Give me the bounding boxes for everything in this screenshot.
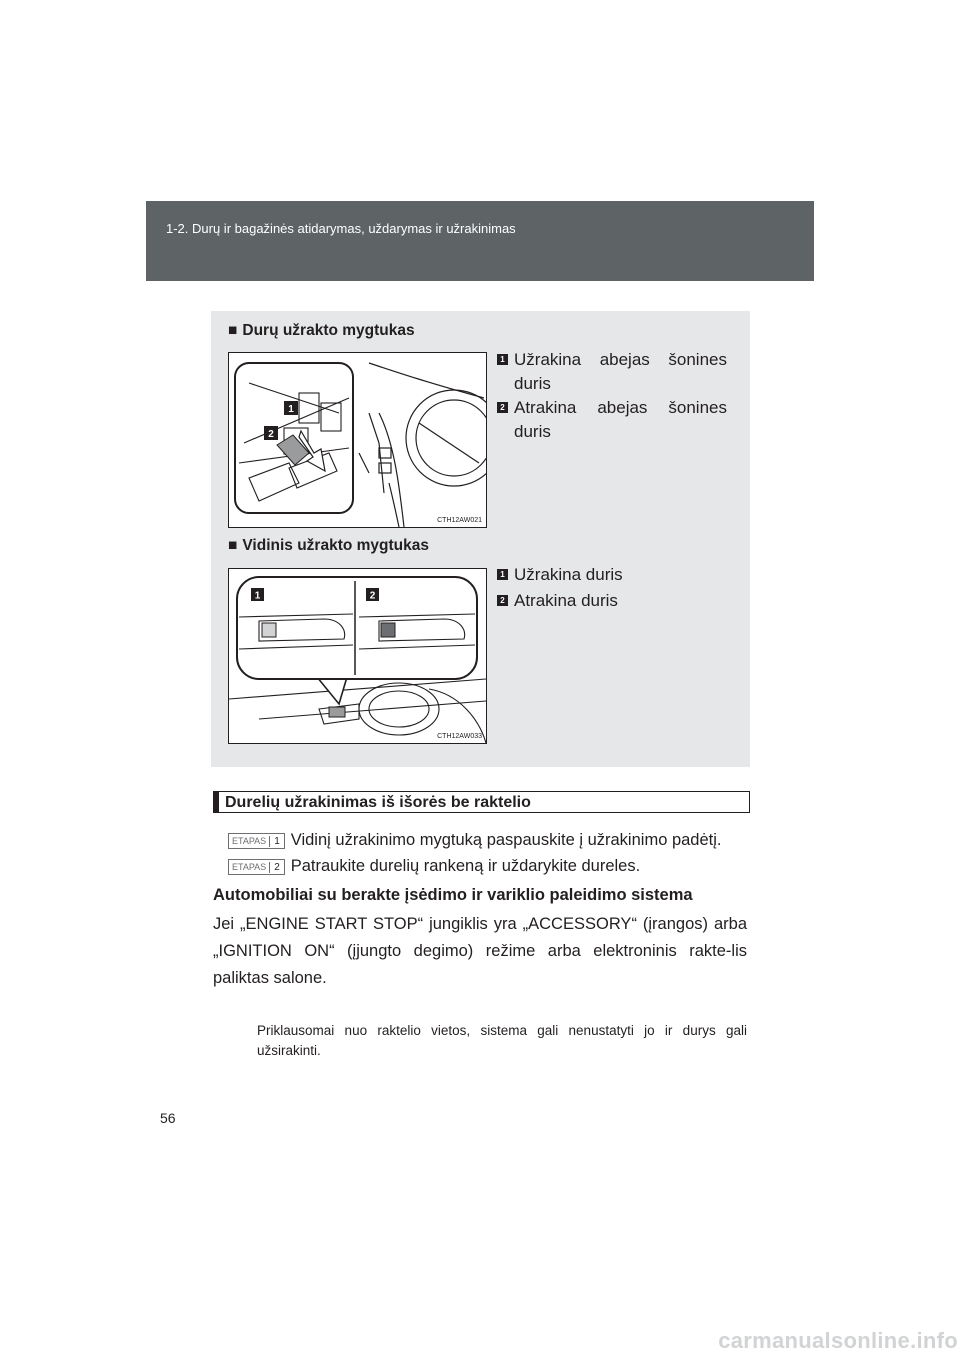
number-2-icon: 2 (497, 402, 508, 413)
inside-lock-button-legend (497, 563, 727, 613)
callout-2: 2 (369, 590, 376, 602)
number-1-icon: 1 (497, 354, 508, 365)
page-number: 56 (160, 1110, 176, 1126)
door-lock-switch-illustration (228, 352, 487, 528)
inside-lock-button-title: Vidinis užrakto mygtukas (242, 537, 430, 554)
door-lock-switch-heading (228, 322, 415, 340)
smart-key-subheading: Automobiliai su berakte įsėdimo ir variklio paleidimo sistema (213, 886, 693, 904)
smart-key-body: Jei „ENGINE START STOP“ jungiklis yra „ACCESSORY“ (įrangos) arba „IGNITION ON“ (įjungto degimo) režime arba elektroninis rakte-lis paliktas salone. (213, 915, 747, 987)
callout-1: 1 (288, 404, 294, 415)
legend-text: Užrakina duris (514, 565, 623, 584)
door-lock-switch-legend (497, 348, 727, 444)
legend-item (497, 396, 727, 444)
square-bullet-icon: ■ (228, 537, 238, 554)
step-text: Patraukite durelių rankeną ir uždarykite dureles. (290, 857, 641, 875)
step-text: Vidinį užrakinimo mygtuką paspauskite į užrakinimo padėtį. (290, 831, 722, 849)
number-2-icon: 2 (497, 595, 508, 606)
callout-1: 1 (254, 590, 261, 602)
legend-text: Užrakina abejas šonines (514, 350, 727, 369)
square-bullet-icon: ■ (228, 322, 238, 339)
locking-without-key-heading: Durelių užrakinimas iš išorės be raktelio (213, 791, 750, 813)
smart-key-note: Priklausomai nuo raktelio vietos, sistema gali nenustatyti jo ir durys gali užsirakinti. (257, 1023, 747, 1058)
number-1-icon: 1 (497, 569, 508, 580)
door-lock-switch-title: Durų užrakto mygtukas (242, 322, 415, 339)
legend-item (497, 563, 727, 587)
inside-lock-button-drawing (229, 569, 486, 743)
legend-text: Atrakina duris (514, 591, 618, 610)
step-1 (228, 831, 722, 850)
legend-item (497, 348, 727, 396)
watermark: carmanualsonline.info (718, 1328, 958, 1353)
legend-item (497, 589, 727, 613)
legend-text-cont: duris (514, 422, 551, 441)
step-2 (228, 857, 640, 876)
inside-lock-button-heading (228, 537, 429, 555)
legend-text: Atrakina abejas šonines (514, 398, 727, 417)
step-tag: ETAPAS 2 (228, 859, 285, 875)
image-code: CTH12AW033 (437, 733, 482, 740)
door-lock-switch-drawing (229, 353, 486, 527)
image-code: CTH12AW021 (437, 517, 482, 524)
inside-lock-button-illustration (228, 568, 487, 744)
legend-text-cont: duris (514, 374, 551, 393)
chapter-header (146, 201, 814, 281)
callout-2: 2 (268, 429, 274, 440)
chapter-title: 1-2. Durų ir bagažinės atidarymas, uždarymas ir užrakinimas (166, 221, 516, 236)
step-tag: ETAPAS 1 (228, 833, 285, 849)
